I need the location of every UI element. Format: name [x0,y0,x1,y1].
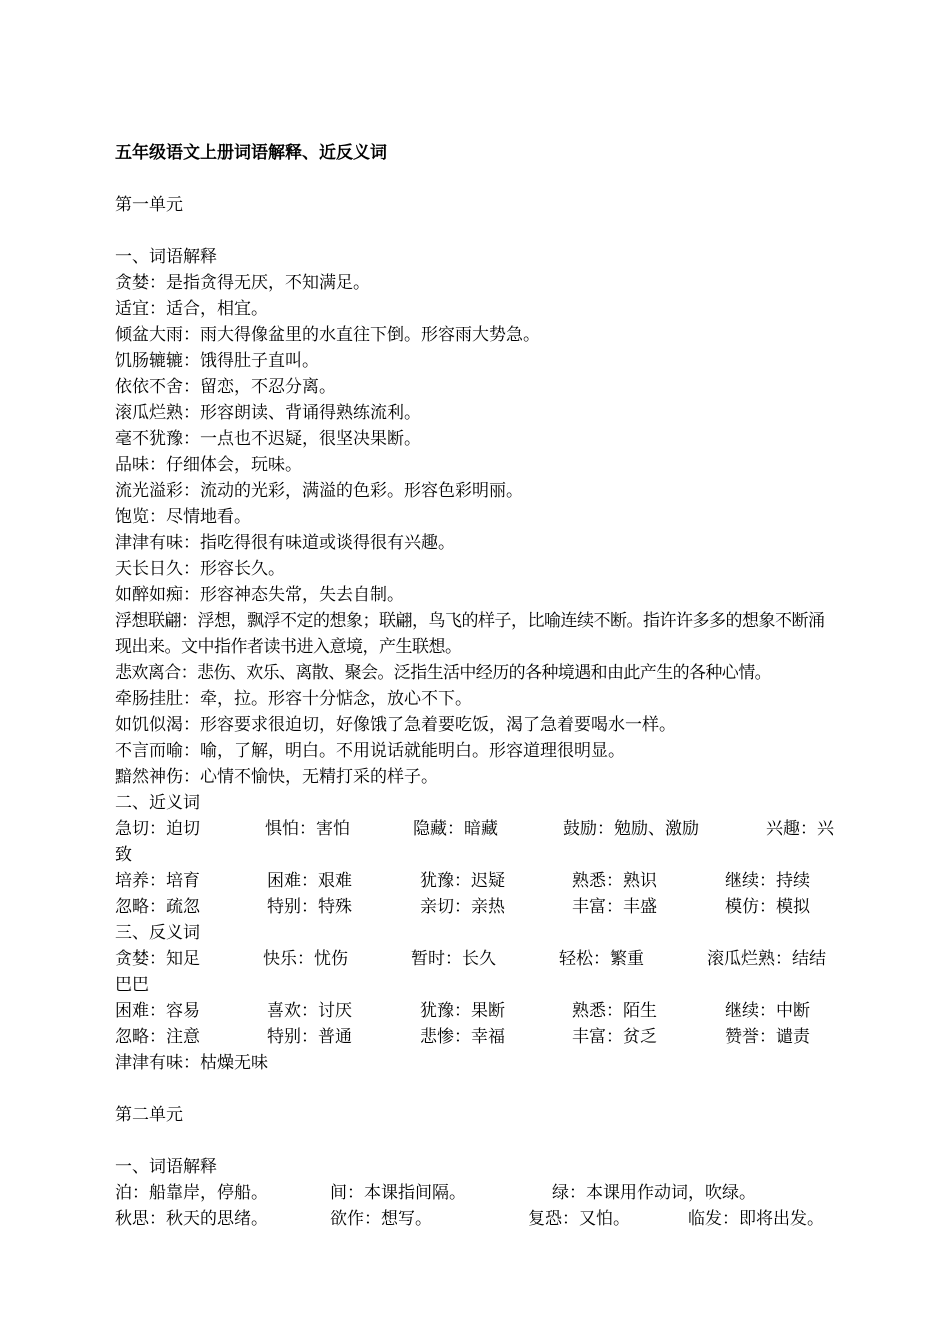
antonym-row [115,998,840,1024]
definition-item: 牵肠挂肚：牵，拉。形容十分惦念，放心不下。 [115,689,472,709]
definition-item: 倾盆大雨：雨大得像盆里的水直往下倒。形容雨大势急。 [115,325,540,345]
antonym-pair: 喜欢：讨厌 [267,1001,352,1021]
synonym-row [115,894,840,920]
definition-item: 品味：仔细体会，玩味。 [115,455,302,475]
antonym-pair: 继续：中断 [725,1001,810,1021]
definition-item: 滚瓜烂熟：形容朗读、背诵得熟练流利。 [115,403,421,423]
definition-item: 秋思：秋天的思绪。 [115,1209,268,1229]
antonym-pair: 滚瓜烂熟：结结 [707,949,826,969]
definition-item: 欲作：想写。 [330,1209,432,1229]
antonym-pair: 快乐：忧伤 [263,949,348,969]
synonym-pair: 熟悉：熟识 [572,871,657,891]
definition-item: 津津有味：指吃得很有味道或谈得很有兴趣。 [115,533,455,553]
definition-item: 如醉如痴：形容神态失常，失去自制。 [115,585,404,605]
definition-item: 绿：本课用作动词，吹绿。 [552,1183,756,1203]
synonym-pair: 困难：艰难 [267,871,352,891]
unit2-definitions-heading: 一、词语解释 [115,1157,217,1177]
antonym-pair: 熟悉：陌生 [572,1001,657,1021]
antonym-pair: 丰富：贫乏 [572,1027,657,1047]
antonym-pair: 特别：普通 [267,1027,352,1047]
definition-item: 适宜：适合，相宜。 [115,299,268,319]
antonym-row [115,1024,840,1050]
definition-item: 黯然神伤：心情不愉快，无精打采的样子。 [115,767,438,787]
synonym-pair: 隐藏：暗藏 [413,819,498,839]
synonym-pair: 犹豫：迟疑 [420,871,505,891]
unit1-definitions-heading: 一、词语解释 [115,247,217,267]
synonym-pair: 模仿：模拟 [725,897,810,917]
antonym-pair: 忽略：注意 [115,1027,200,1047]
document-title: 五年级语文上册词语解释、近反义词 [115,143,387,163]
antonym-pair: 暂时：长久 [411,949,496,969]
unit2-heading: 第二单元 [115,1105,183,1125]
antonym-pair: 困难：容易 [115,1001,200,1021]
synonym-pair: 忽略：疏忽 [115,897,200,917]
definition-item: 临发：即将出发。 [688,1209,824,1229]
antonym-pair-wrap: 巴巴 [115,975,149,995]
synonym-pair: 兴趣：兴 [766,819,834,839]
definition-item: 复恐：又怕。 [528,1209,630,1229]
antonym-pair: 轻松：繁重 [559,949,644,969]
definition-item: 流光溢彩：流动的光彩，满溢的色彩。形容色彩明丽。 [115,481,523,501]
definition-item: 饥肠辘辘：饿得肚子直叫。 [115,351,319,371]
synonym-pair: 继续：持续 [725,871,810,891]
document-page [115,140,840,1232]
synonym-pair: 惧怕：害怕 [265,819,350,839]
definition-item: 如饥似渴：形容要求很迫切，好像饿了急着要吃饭，渴了急着要喝水一样。 [115,715,676,735]
antonym-pair: 津津有味：枯燥无味 [115,1053,268,1073]
unit1-heading: 第一单元 [115,195,183,215]
unit1-definitions-list [115,270,840,790]
antonym-row [115,946,840,972]
synonym-pair: 丰富：丰盛 [572,897,657,917]
definition-item: 泊：船靠岸，停船。 [115,1183,268,1203]
synonym-pair: 亲切：亲热 [420,897,505,917]
synonym-pair: 培养：培育 [115,871,200,891]
synonym-pair-wrap: 致 [115,845,132,865]
definition-item: 浮想联翩：浮想，飘浮不定的想象；联翩，鸟飞的样子，比喻连续不断。指许许多多的想象不断涌现出来。文中指作者读书进入意境，产生联想。 [115,611,825,657]
synonym-row [115,868,840,894]
antonym-pair: 贪婪：知足 [115,949,200,969]
definition-item: 间：本课指间隔。 [330,1183,466,1203]
synonym-pair: 急切：迫切 [115,819,200,839]
antonym-pair: 赞誉：谴责 [725,1027,810,1047]
synonym-pair: 鼓励：勉励、激励 [563,819,699,839]
definition-item: 悲欢离合：悲伤、欢乐、离散、聚会。泛指生活中经历的各种境遇和由此产生的各种心情。 [115,663,771,683]
definition-row [115,1206,840,1232]
definition-item: 贪婪：是指贪得无厌，不知满足。 [115,273,370,293]
definition-row [115,1180,840,1206]
definition-item: 天长日久：形容长久。 [115,559,285,579]
definition-item: 不言而喻：喻，了解，明白。不用说话就能明白。形容道理很明显。 [115,741,625,761]
antonym-pair: 悲惨：幸福 [420,1027,505,1047]
definition-item: 饱览：尽情地看。 [115,507,251,527]
unit1-antonyms-heading: 三、反义词 [115,923,200,943]
antonym-pair: 犹豫：果断 [420,1001,505,1021]
definition-item: 依依不舍：留恋，不忍分离。 [115,377,336,397]
synonym-row [115,816,840,842]
definition-item: 毫不犹豫：一点也不迟疑，很坚决果断。 [115,429,421,449]
synonym-pair: 特别：特殊 [267,897,352,917]
unit1-synonyms-heading: 二、近义词 [115,793,200,813]
